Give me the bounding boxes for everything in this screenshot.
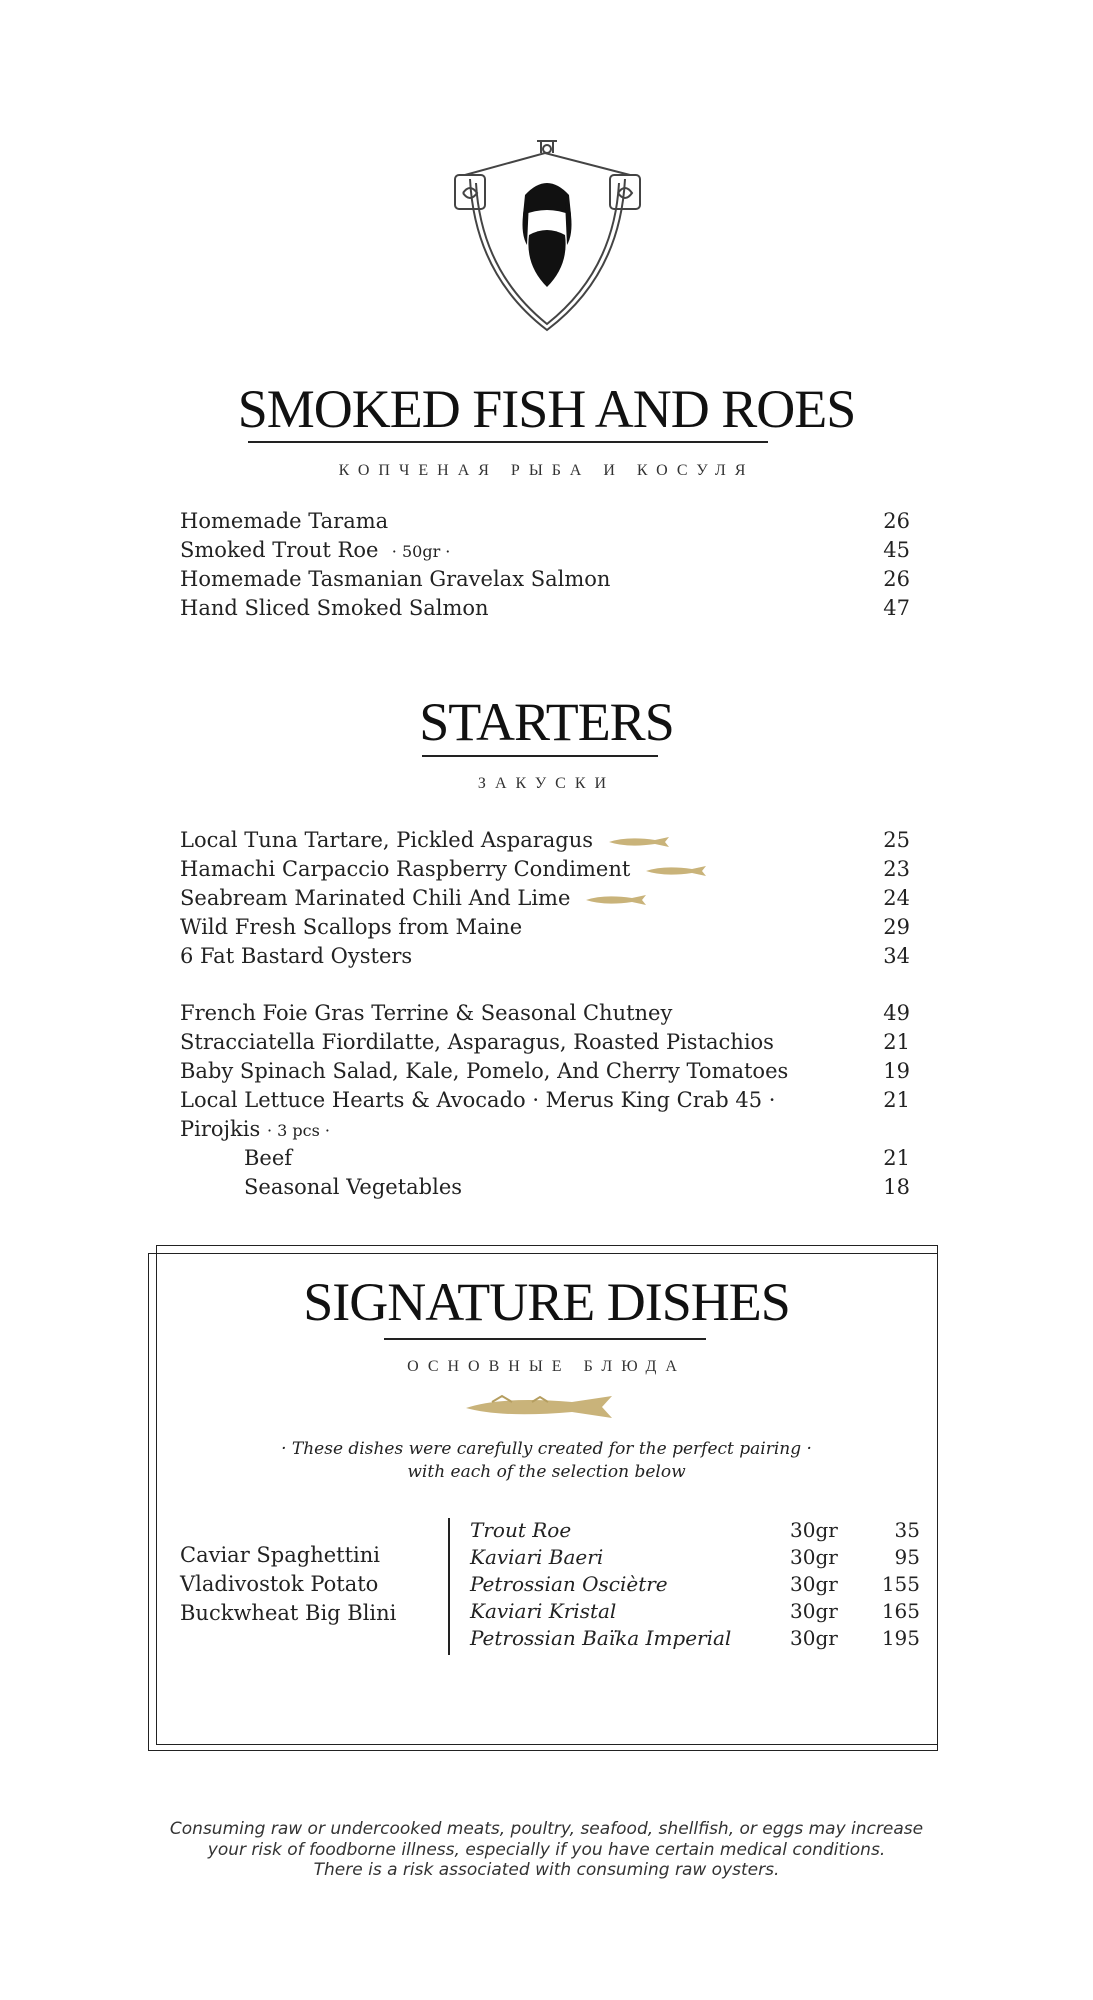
- caviar-name: Petrossian Baïka Imperial: [470, 1626, 732, 1650]
- caviar-qty: 30gr: [790, 1599, 838, 1623]
- caviar-name: Trout Roe: [470, 1518, 572, 1542]
- caviar-option: [470, 1518, 920, 1545]
- menu-item: [180, 1001, 910, 1030]
- item-price: 45: [883, 538, 910, 562]
- item-name: Beef: [244, 1146, 293, 1170]
- pairing-note-line1: · These dishes were carefully created for the perfect pairing ·: [281, 1439, 812, 1459]
- caviar-qty: 30gr: [790, 1518, 838, 1542]
- signature-dish: Vladivostok Potato: [180, 1572, 379, 1596]
- sturgeon-fish-icon: [584, 893, 650, 907]
- smoked-title-rule: [248, 441, 768, 443]
- item-price: 26: [883, 567, 910, 591]
- item-name: Baby Spinach Salad, Kale, Pomelo, And Cherry Tomatoes: [180, 1059, 789, 1083]
- starters-section-subtitle: ЗАКУСКИ: [477, 775, 616, 792]
- item-name: Seasonal Vegetables: [244, 1175, 463, 1199]
- caviar-name: Kaviari Kristal: [470, 1599, 617, 1623]
- item-name-text: Seabream Marinated Chili And Lime: [180, 886, 571, 910]
- item-name: Homemade Tarama: [180, 509, 389, 533]
- item-price: 49: [883, 1001, 910, 1025]
- item-price: 47: [883, 596, 910, 620]
- caviar-name: Kaviari Baeri: [470, 1545, 604, 1569]
- signature-section-title: SIGNATURE DISHES: [303, 1272, 790, 1332]
- menu-item: [180, 857, 910, 886]
- item-price: 23: [883, 857, 910, 881]
- item-price: 25: [883, 828, 910, 852]
- item-name-text: Pirojkis: [180, 1117, 261, 1141]
- item-price: 18: [883, 1175, 910, 1199]
- menu-item: [180, 828, 910, 857]
- item-name-text: Local Tuna Tartare, Pickled Asparagus: [180, 828, 594, 852]
- disclaimer-line2: your risk of foodborne illness, especially if you have certain medical conditions.: [207, 1840, 886, 1860]
- item-price: 26: [883, 509, 910, 533]
- menu-item: [180, 1030, 910, 1059]
- menu-item: [180, 1088, 910, 1117]
- item-price: 21: [883, 1146, 910, 1170]
- caviar-name: Petrossian Osciètre: [470, 1572, 668, 1596]
- menu-item: [180, 1175, 910, 1204]
- caviar-price: 35: [894, 1518, 920, 1542]
- item-price: 29: [883, 915, 910, 939]
- item-name: [180, 538, 450, 562]
- item-name: 6 Fat Bastard Oysters: [180, 944, 413, 968]
- smoked-section-title: SMOKED FISH AND ROES: [237, 379, 856, 439]
- starters-section-title: STARTERS: [419, 692, 674, 752]
- crest-logo: [445, 135, 650, 335]
- item-price: 21: [883, 1088, 910, 1112]
- item-name: Homemade Tasmanian Gravelax Salmon: [180, 567, 611, 591]
- item-name: [180, 857, 710, 881]
- item-price: 34: [883, 944, 910, 968]
- item-portion: · 3 pcs ·: [266, 1121, 330, 1140]
- menu-item: [180, 944, 910, 973]
- caviar-price: 165: [881, 1599, 920, 1623]
- caviar-price: 95: [894, 1545, 920, 1569]
- item-price: 24: [883, 886, 910, 910]
- menu-item: [180, 567, 910, 596]
- disclaimer-line3: There is a risk associated with consuming raw oysters.: [313, 1860, 780, 1880]
- caviar-qty: 30gr: [790, 1545, 838, 1569]
- smoked-section-subtitle: КОПЧЕНАЯ РЫБА И КОСУЛЯ: [338, 462, 755, 479]
- sturgeon-fish-icon: [607, 835, 673, 849]
- starters-title-rule: [422, 755, 658, 757]
- item-name: Local Lettuce Hearts & Avocado · Merus King Crab 45 ·: [180, 1088, 776, 1112]
- menu-item: [180, 1059, 910, 1088]
- caviar-option: [470, 1572, 920, 1599]
- caviar-qty: 30gr: [790, 1626, 838, 1650]
- item-name: [180, 1117, 330, 1141]
- pairing-note-line2: with each of the selection below: [407, 1462, 686, 1482]
- menu-item: [180, 886, 910, 915]
- caviar-price: 155: [881, 1572, 920, 1596]
- caviar-price: 195: [881, 1626, 920, 1650]
- caviar-divider: [448, 1518, 450, 1655]
- menu-item: [180, 509, 910, 538]
- item-name-text: Smoked Trout Roe: [180, 538, 379, 562]
- menu-item: [180, 1146, 910, 1175]
- item-name: Hand Sliced Smoked Salmon: [180, 596, 489, 620]
- signature-title-rule: [384, 1338, 706, 1340]
- item-portion: · 50gr ·: [391, 542, 451, 561]
- menu-item: [180, 915, 910, 944]
- item-name-text: Hamachi Carpaccio Raspberry Condiment: [180, 857, 631, 881]
- menu-item: [180, 538, 910, 567]
- signature-section-subtitle: ОСНОВНЫЕ БЛЮДА: [407, 1358, 686, 1375]
- item-price: 19: [883, 1059, 910, 1083]
- item-name: French Foie Gras Terrine & Seasonal Chutney: [180, 1001, 673, 1025]
- item-name: Wild Fresh Scallops from Maine: [180, 915, 523, 939]
- signature-dish: Caviar Spaghettini: [180, 1543, 380, 1567]
- caviar-option: [470, 1626, 920, 1653]
- menu-item: [180, 596, 910, 625]
- caviar-qty: 30gr: [790, 1572, 838, 1596]
- item-name: Stracciatella Fiordilatte, Asparagus, Roasted Pistachios: [180, 1030, 774, 1054]
- item-name: [180, 886, 650, 910]
- signature-dish: Buckwheat Big Blini: [180, 1601, 397, 1625]
- sturgeon-fish-icon: [644, 864, 710, 878]
- disclaimer-line1: Consuming raw or undercooked meats, poultry, seafood, shellfish, or eggs may increase: [169, 1819, 924, 1839]
- item-price: 21: [883, 1030, 910, 1054]
- item-name: [180, 828, 673, 852]
- caviar-option: [470, 1599, 920, 1626]
- sturgeon-fish-icon: [462, 1392, 616, 1422]
- caviar-option: [470, 1545, 920, 1572]
- menu-item: [180, 1117, 910, 1146]
